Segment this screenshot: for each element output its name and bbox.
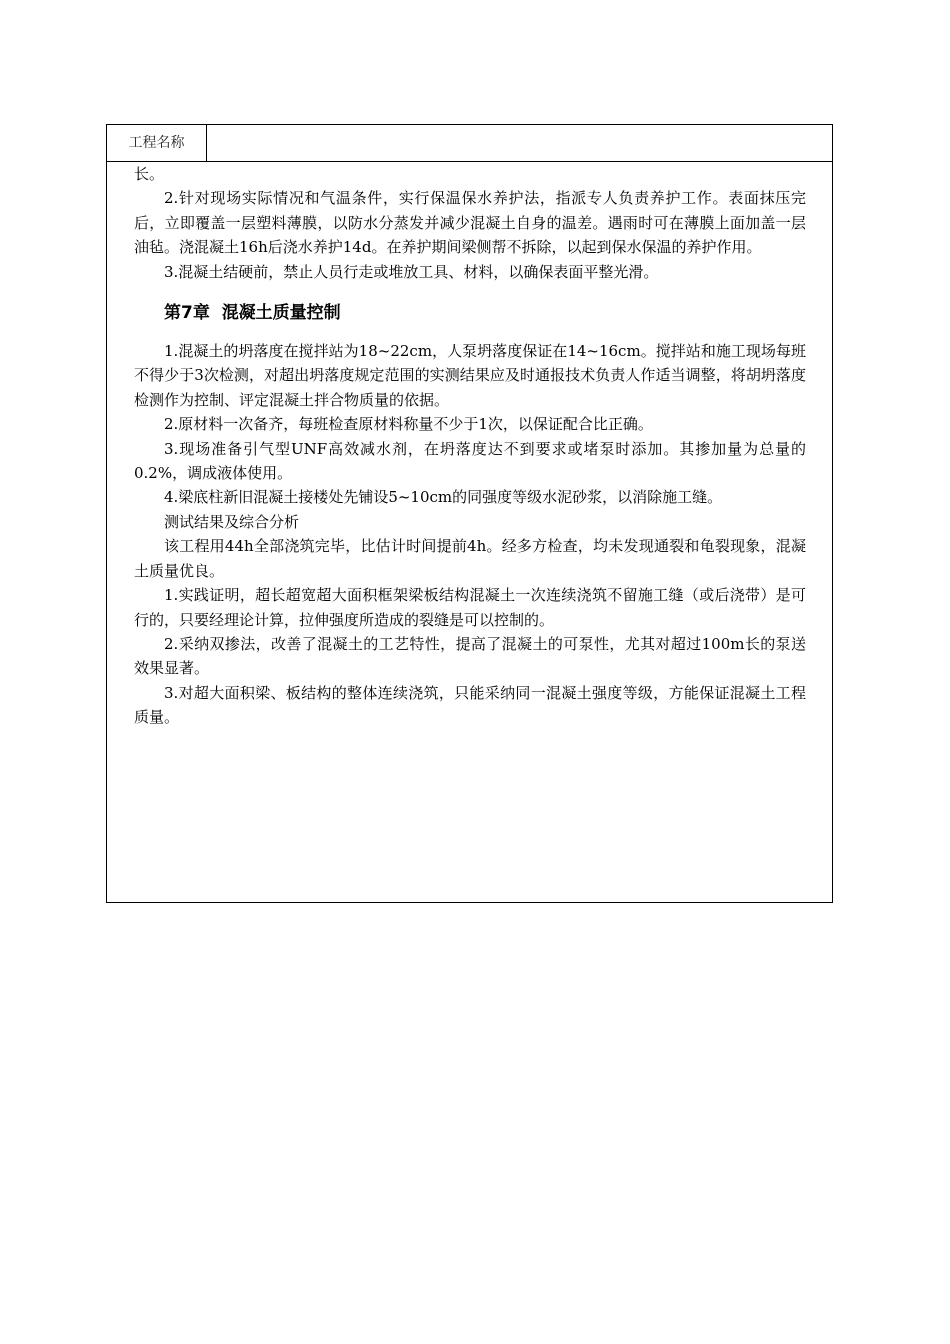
paragraph: 1.混凝土的坍落度在搅拌站为18~22cm，人泵坍落度保证在14~16cm。搅拌站和施工现场每班不得少于3次检测，对超出坍落度规定范围的实测结果应及时通报技术负责人作适当调整，将胡坍落度检测作为控制、评定混凝土拌合物质量的依据。 (134, 342, 806, 409)
chapter-number: 第7章 (164, 303, 210, 324)
paragraph: 2.原材料一次备齐，每班检查原材料称量不少于1次，以保证配合比正确。 (164, 415, 653, 434)
project-name-value (208, 125, 832, 161)
project-name-label: 工程名称 (107, 125, 207, 161)
paragraph: 3.混凝土结硬前，禁止人员行走或堆放工具、材料，以确保表面平整光滑。 (164, 262, 659, 281)
paragraph: 3.现场准备引气型UNF高效减水剂，在坍落度达不到要求或堵泵时添加。其掺加量为总量的0.2%，调成液体使用。 (134, 439, 806, 483)
paragraph: 3.对超大面积梁、板结构的整体连续浇筑，只能采纳同一混凝土强度等级，方能保证混凝土工程质量。 (134, 683, 806, 727)
paragraph: 2.采纳双掺法，改善了混凝土的工艺特性，提高了混凝土的可泵性，尤其对超过100m长的泵送效果显著。 (134, 634, 806, 678)
paragraph: 2.针对现场实际情况和气温条件，实行保温保水养护法，指派专人负责养护工作。表面抹压完后，立即覆盖一层塑料薄膜，以防水分蒸发并减少混凝土自身的温差。遇雨时可在薄膜上面加盖一层油毡。浇混凝土16h后浇水养护14d。在养护期间梁侧帮不拆除，以起到保水保温的养护作用。 (134, 189, 806, 257)
header-row (107, 125, 832, 162)
document-table (106, 124, 833, 903)
paragraph-continuation: 长。 (134, 165, 165, 183)
content-body (134, 162, 806, 730)
paragraph: 该工程用44h全部浇筑完毕，比估计时间提前4h。经多方检查，均未发现通裂和龟裂现象，混凝土质量优良。 (134, 537, 806, 580)
paragraph: 1.实践证明，超长超宽超大面积框架梁板结构混凝土一次连续浇筑不留施工缝（或后浇带）是可行的，只要经理论计算，拉伸强度所造成的裂缝是可以控制的。 (134, 586, 806, 629)
paragraph: 4.梁底柱新旧混凝土接楼处先铺设5~10cm的同强度等级水泥砂浆，以消除施工缝。 (164, 488, 723, 507)
section-subheading: 测试结果及综合分析 (164, 512, 300, 531)
chapter-title: 混凝土质量控制 (221, 303, 341, 324)
chapter-heading (134, 298, 806, 328)
